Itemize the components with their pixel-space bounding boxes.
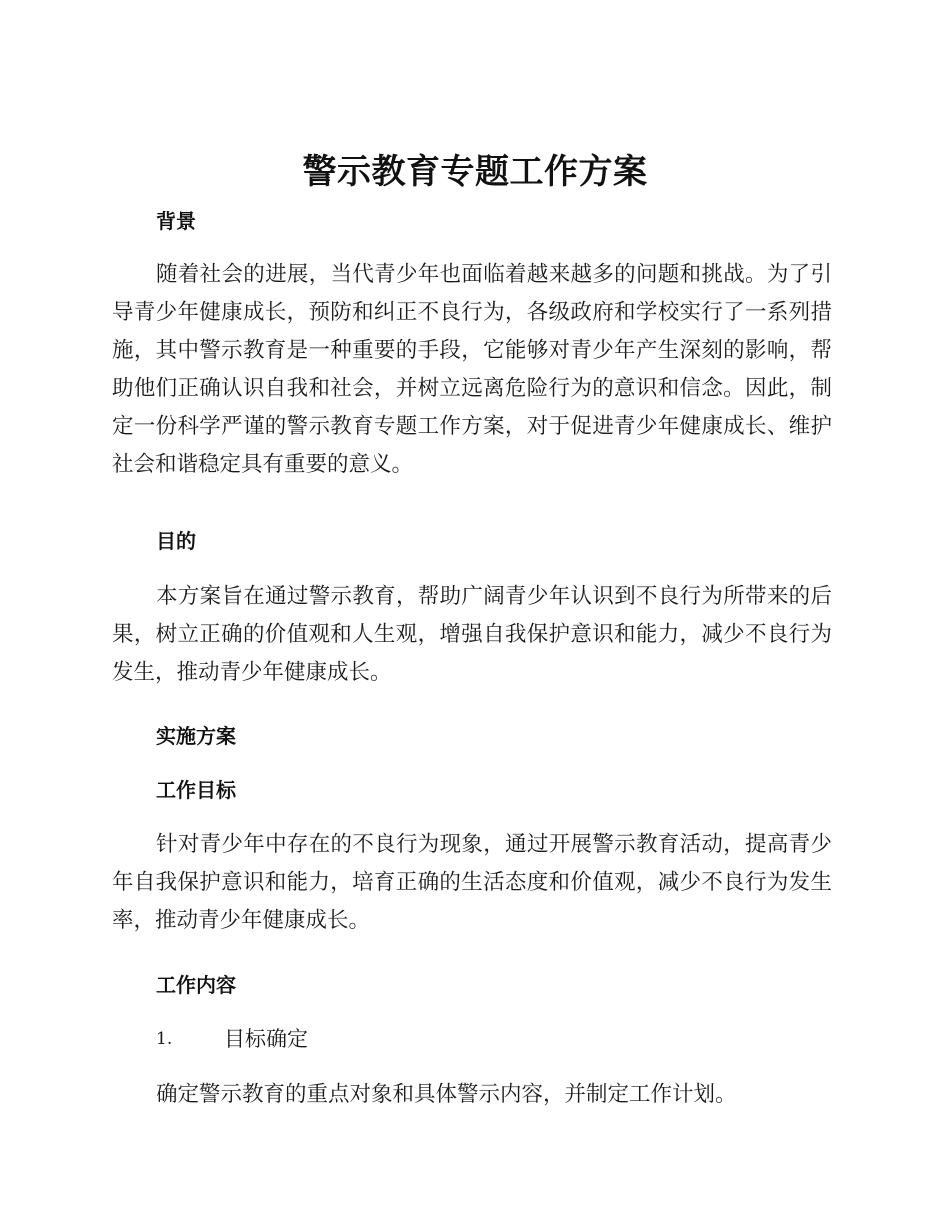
- section-heading-work-goal: 工作目标: [156, 778, 236, 802]
- section-paragraph-work-goal: 针对青少年中存在的不良行为现象，通过开展警示教育活动，提高青少年自我保护意识和能力，培育正确的生活态度和价值观，减少不良行为发生率，推动青少年健康成长。: [112, 832, 832, 933]
- section-paragraph-background: 随着社会的进展，当代青少年也面临着越来越多的问题和挑战。为了引导青少年健康成长，预防和纠正不良行为，各级政府和学校实行了一系列措施，其中警示教育是一种重要的手段，它能够对青少年产生深刻的影响，帮助他们正确认识自我和社会，并树立远离危险行为的意识和信念。因此，制定一份科学严谨的警示教育专题工作方案，对于促进青少年健康成长、维护社会和谐稳定具有重要的意义。: [112, 262, 832, 477]
- section-heading-implementation: 实施方案: [156, 724, 236, 748]
- section-paragraph-purpose: 本方案旨在通过警示教育，帮助广阔青少年认识到不良行为所带来的后果，树立正确的价值观和人生观，增强自我保护意识和能力，减少不良行为发生，推动青少年健康成长。: [112, 584, 832, 685]
- section-heading-work-content: 工作内容: [156, 973, 236, 997]
- section-paragraph-work-content: 确定警示教育的重点对象和具体警示内容，并制定工作计划。: [156, 1082, 737, 1107]
- section-heading-purpose: 目的: [156, 529, 196, 553]
- document-title: 警示教育专题工作方案: [302, 152, 648, 192]
- section-heading-background: 背景: [156, 209, 196, 233]
- list-item-number: 1.: [156, 1029, 173, 1049]
- list-item-text: 目标确定: [224, 1027, 308, 1051]
